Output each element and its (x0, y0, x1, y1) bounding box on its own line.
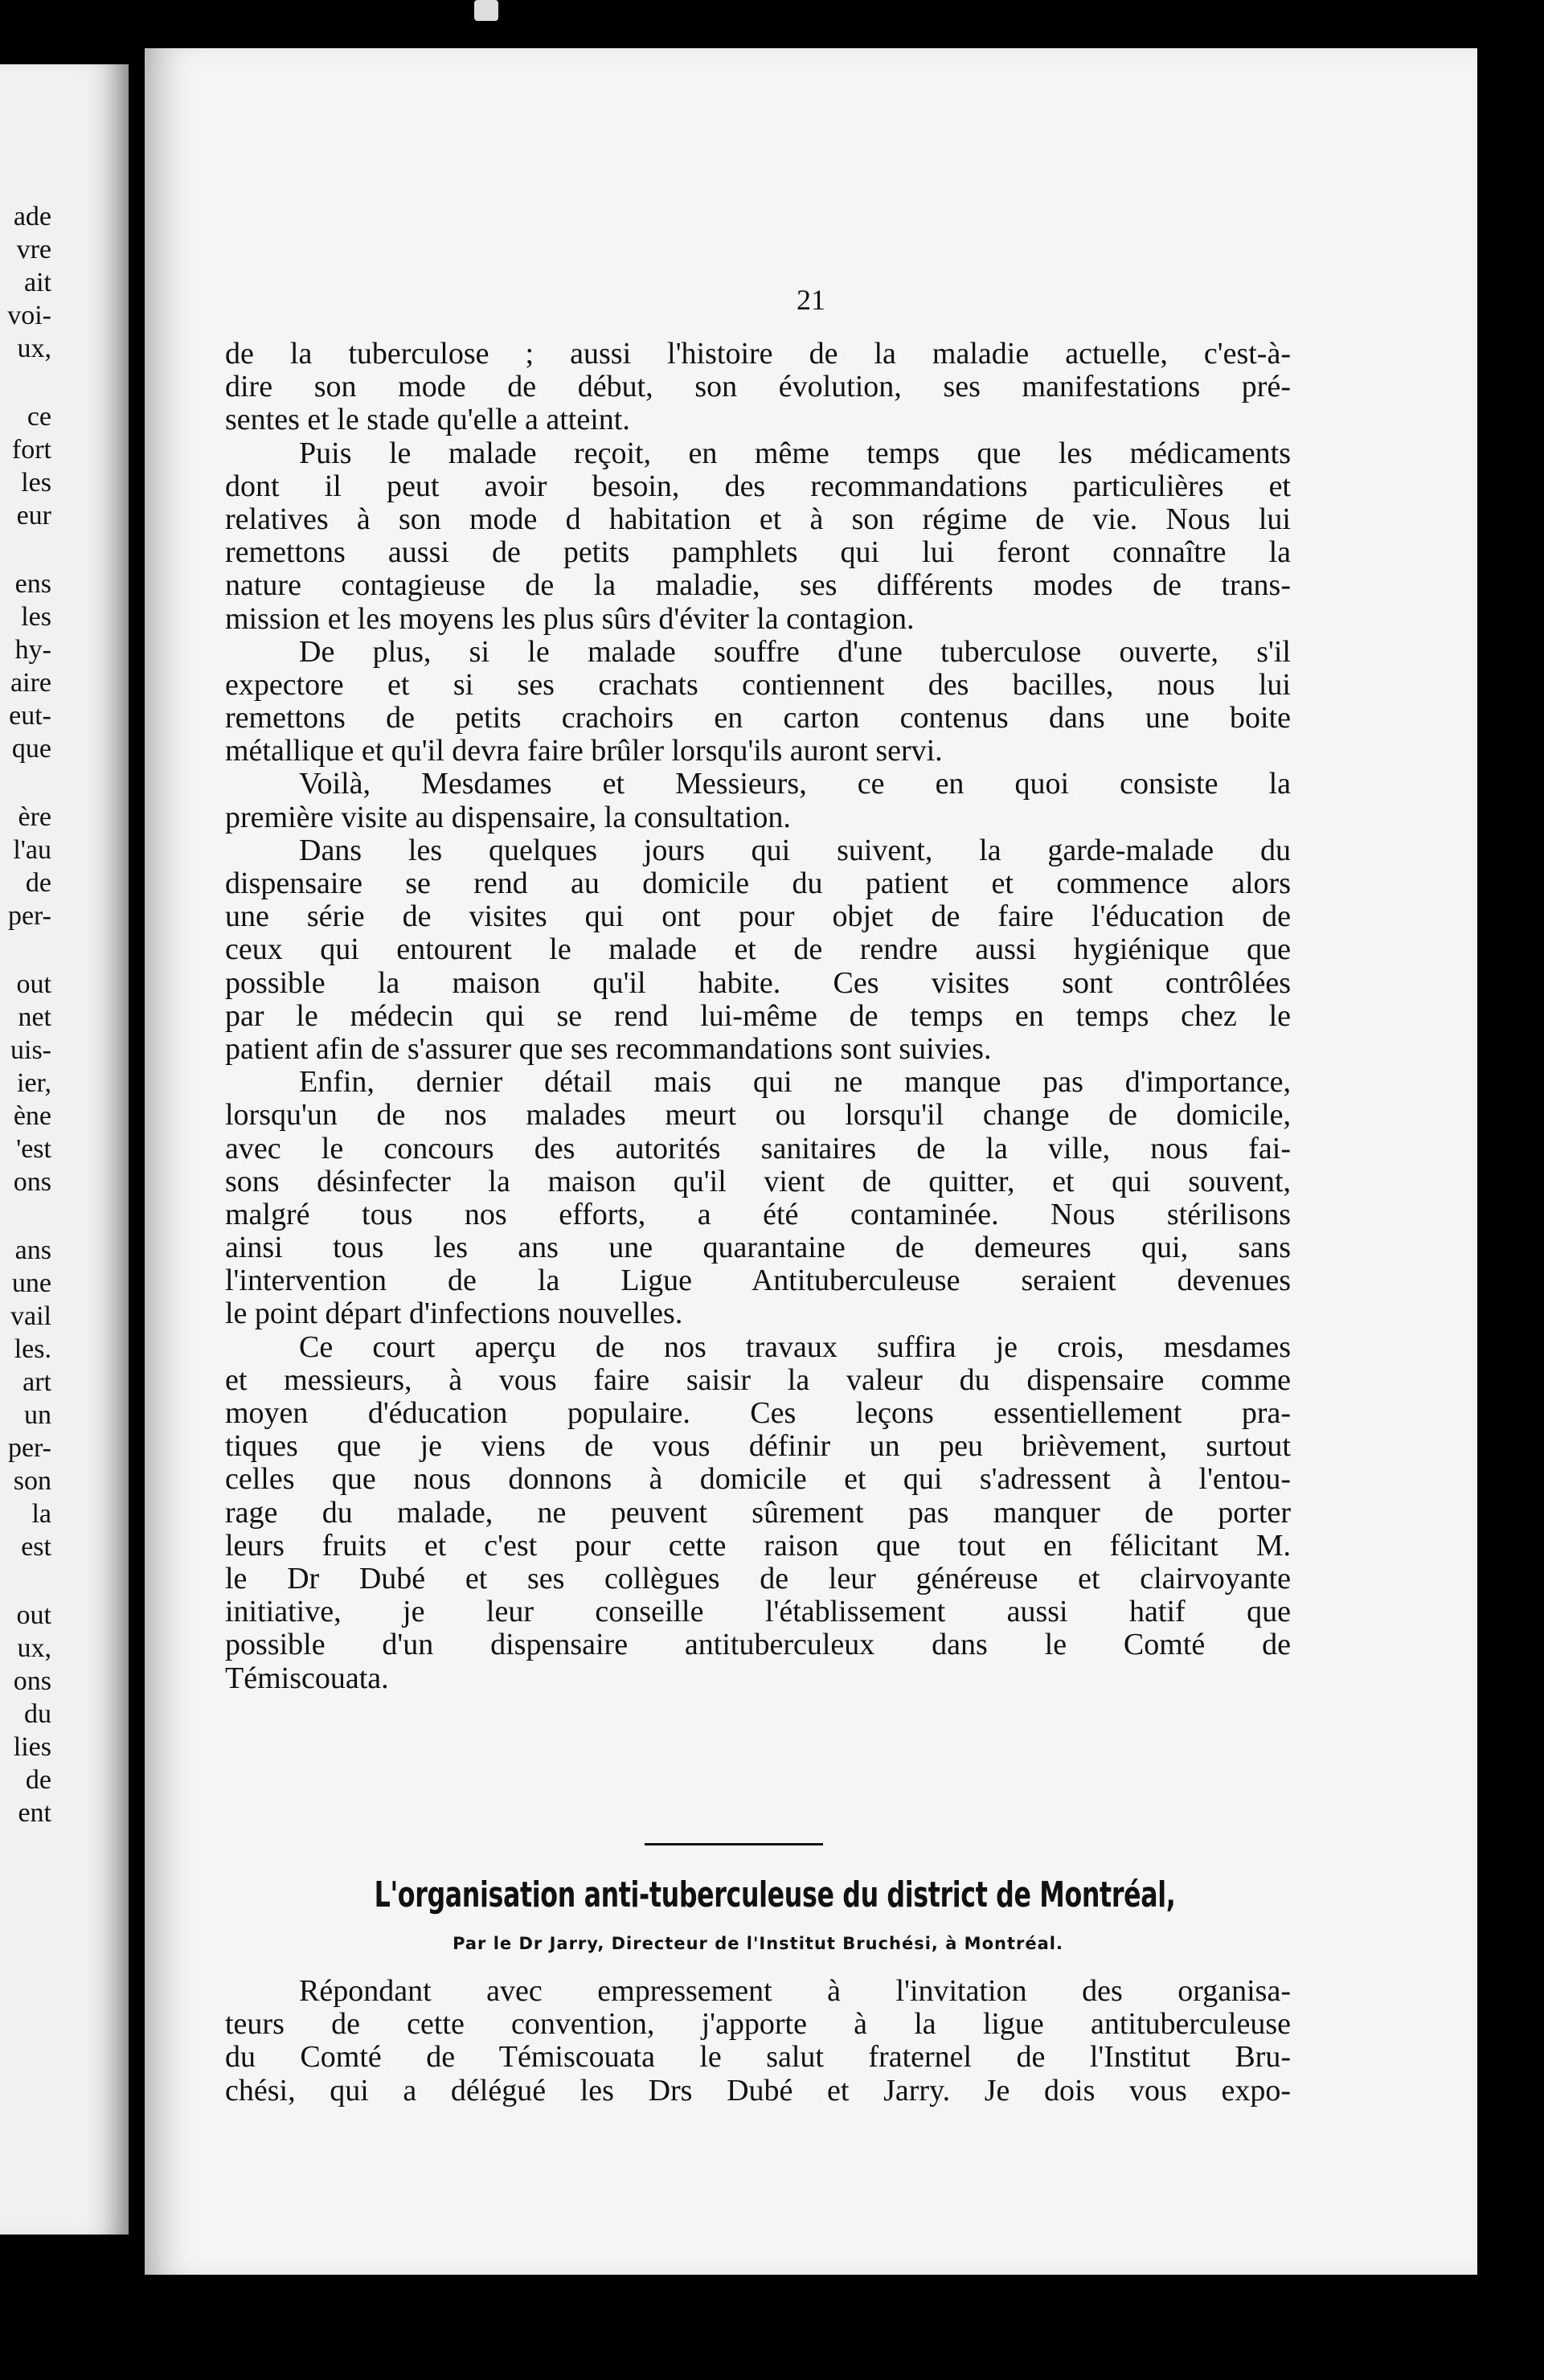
facing-page-fragment: ens (14, 569, 51, 599)
text-line: de la tuberculose ; aussi l'histoire de la maladie actuelle, c'est-à- (225, 337, 1291, 371)
facing-page-fragment: eur (16, 501, 51, 530)
scan-smudge (474, 0, 498, 21)
text-line: rage du malade, ne peuvent sûrement pas manquer de porter (225, 1495, 1291, 1530)
byline: Par le Dr Jarry, Directeur de l'Institut Bruchési, à Montréal. (453, 1934, 1063, 1953)
text-line: De plus, si le malade souffre d'une tuberculose ouverte, s'il (299, 634, 1291, 669)
facing-page-fragment: ade (13, 202, 51, 231)
text-line: sons désinfecter la maison qu'il vient de quitter, et qui souvent, (225, 1164, 1291, 1198)
book-page (145, 48, 1477, 2275)
facing-page-edge (0, 64, 129, 2235)
text-line: avec le concours des autorités sanitaires de la ville, nous fai- (225, 1131, 1291, 1165)
facing-page-fragment: ons (13, 1167, 51, 1197)
facing-page-fragment: ons (13, 1666, 51, 1696)
facing-page-fragment: 'est (16, 1134, 51, 1164)
text-line: une série de visites qui ont pour objet de faire l'éducation de (225, 899, 1291, 934)
text-line: expectore et si ses crachats contiennent des bacilles, nous lui (225, 667, 1291, 702)
facing-page-fragment: ait (24, 268, 51, 297)
article-line: Répondant avec empressement à l'invitation des organisa- (299, 1974, 1291, 2008)
text-line: leurs fruits et c'est pour cette raison que tout en félicitant M. (225, 1528, 1291, 1563)
text-line: Ce court aperçu de nos travaux suffira je crois, mesdames (299, 1329, 1291, 1364)
text-line: et messieurs, à vous faire saisir la valeur du dispensaire comme (225, 1362, 1291, 1397)
facing-page-fragment: les (21, 602, 51, 632)
text-line: le Dr Dubé et ses collègues de leur généreuse et clairvoyante (225, 1561, 1291, 1596)
text-line: remettons aussi de petits pamphlets qui lui feront connaître la (225, 535, 1291, 570)
text-line: dont il peut avoir besoin, des recommandations particulières et (225, 469, 1291, 503)
facing-page-fragment: de (25, 868, 51, 898)
text-line: par le médecin qui se rend lui-même de temps en temps chez le (225, 998, 1291, 1033)
facing-page-fragment: net (18, 1002, 51, 1032)
facing-page-fragment: ux, (17, 1633, 51, 1663)
text-line: première visite au dispensaire, la consultation. (225, 800, 791, 834)
facing-page-fragment: ier, (17, 1068, 51, 1098)
facing-page-fragment: voi- (7, 301, 51, 330)
facing-page-fragment: de (25, 1765, 51, 1795)
facing-page-fragment: lies (13, 1732, 51, 1762)
facing-page-fragment: une (11, 1268, 51, 1298)
text-line: le point départ d'infections nouvelles. (225, 1297, 683, 1331)
text-line: ceux qui entourent le malade et de rendre aussi hygiénique que (225, 932, 1291, 967)
facing-page-fragment: eut- (9, 701, 51, 731)
text-line: remettons de petits crachoirs en carton contenus dans une boite (225, 701, 1291, 735)
text-line: moyen d'éducation populaire. Ces leçons essentiellement pra- (225, 1396, 1291, 1430)
text-line: Enfin, dernier détail mais qui ne manque pas d'importance, (299, 1065, 1291, 1100)
text-line: Voilà, Mesdames et Messieurs, ce en quoi consiste la (299, 767, 1291, 801)
facing-page-fragment: uis- (10, 1035, 51, 1065)
page-number: 21 (797, 284, 825, 316)
facing-page-fragment: est (21, 1532, 51, 1562)
facing-page-fragment: ux, (17, 334, 51, 363)
facing-page-fragment: vail (10, 1301, 51, 1331)
facing-page-fragment: l'au (13, 835, 51, 865)
text-line: possible d'un dispensaire antituberculeux dans le Comté de (225, 1628, 1291, 1662)
text-line: malgré tous nos efforts, a été contaminée. Nous stérilisons (225, 1197, 1291, 1231)
text-line: dispensaire se rend au domicile du patient et commence alors (225, 866, 1291, 900)
text-line: Puis le malade reçoit, en même temps que les médicaments (299, 436, 1291, 470)
facing-page-fragment: fort (11, 435, 51, 465)
facing-page-fragment: ce (27, 402, 51, 432)
text-line: relatives à son mode d habitation et à son régime de vie. Nous lui (225, 502, 1291, 536)
text-line: celles que nous donnons à domicile et qui s'adressent à l'entou- (225, 1462, 1291, 1497)
text-line: possible la maison qu'il habite. Ces visites sont contrôlées (225, 965, 1291, 1000)
facing-page-fragment: out (16, 1600, 51, 1630)
text-line: dire son mode de début, son évolution, ses manifestations pré- (225, 370, 1291, 404)
text-line: ainsi tous les ans une quarantaine de demeures qui, sans (225, 1231, 1291, 1265)
text-line: sentes et le stade qu'elle a atteint. (225, 403, 630, 437)
text-line: l'intervention de la Ligue Antituberculeuse seraient devenues (225, 1264, 1291, 1298)
text-line: lorsqu'un de nos malades meurt ou lorsqu'il change de domicile, (225, 1098, 1291, 1133)
text-line: initiative, je leur conseille l'établissement aussi hatif que (225, 1595, 1291, 1629)
article-text (225, 1975, 1291, 2108)
facing-page-fragment: son (13, 1466, 51, 1496)
facing-page-fragment: les (21, 468, 51, 498)
text-line: nature contagieuse de la maladie, ses différents modes de trans- (225, 568, 1291, 603)
text-line: tiques que je viens de vous définir un peu brièvement, surtout (225, 1429, 1291, 1464)
facing-page-fragment: art (23, 1367, 51, 1397)
facing-page-fragment: per- (7, 1433, 51, 1463)
facing-page-fragment: hy- (14, 635, 51, 665)
text-line: Témiscouata. (225, 1661, 389, 1695)
facing-page-fragment: les. (14, 1334, 51, 1364)
body-text (225, 338, 1291, 1695)
facing-page-fragment: ène (13, 1101, 51, 1131)
facing-page-fragment: du (24, 1699, 51, 1729)
section-divider (645, 1843, 823, 1845)
facing-page-fragment: ans (14, 1235, 51, 1265)
text-line: métallique et qu'il devra faire brûler lorsqu'ils auront servi. (225, 734, 943, 768)
facing-page-fragment: per- (7, 901, 51, 931)
facing-page-fragment: ent (18, 1798, 51, 1828)
text-line: patient afin de s'assurer que ses recommandations sont suivies. (225, 1031, 992, 1066)
text-line: Dans les quelques jours qui suivent, la garde-malade du (299, 833, 1291, 867)
article-line: chési, qui a délégué les Drs Dubé et Jarry. Je dois vous expo- (225, 2073, 1291, 2108)
facing-page-fragment: vre (16, 235, 51, 264)
text-line: mission et les moyens les plus sûrs d'éviter la contagion. (225, 601, 915, 636)
facing-page-fragment: aire (10, 668, 51, 698)
article-line: du Comté de Témiscouata le salut fraternel de l'Institut Bru- (225, 2040, 1291, 2075)
facing-page-fragment: out (16, 969, 51, 999)
facing-page-fragment: un (24, 1400, 51, 1430)
facing-page-fragment: que (11, 734, 51, 764)
section-title: L'organisation anti-tuberculeuse du district de Montréal, (374, 1874, 1176, 1915)
facing-page-fragment: la (31, 1499, 51, 1529)
facing-page-fragment: ère (18, 802, 51, 832)
article-line: teurs de cette convention, j'apporte à la ligue antituberculeuse (225, 2007, 1291, 2042)
